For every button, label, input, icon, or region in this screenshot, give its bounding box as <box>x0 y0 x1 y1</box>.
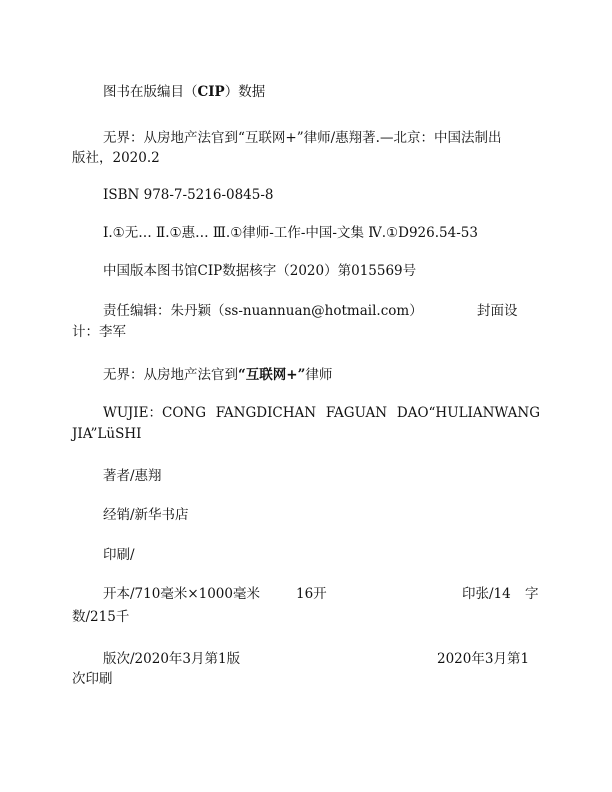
pinyin-word: WUJIE：CONG <box>103 405 206 421</box>
cip-number: 中国版本图书馆CIP数据核字（2020）第015569号 <box>103 263 417 279</box>
format-size: 开本/710毫米×1000毫米 <box>103 586 260 602</box>
isbn: ISBN 978-7-5216-0845-8 <box>103 187 274 203</box>
format-sheets: 印张/14 <box>462 586 511 602</box>
cover-designer-part2: 计：李军 <box>72 324 126 340</box>
editor-line: 责任编辑：朱丹颖（ss-nuannuan@hotmail.com） <box>103 303 423 319</box>
author: 著者/惠翔 <box>103 468 162 484</box>
edition: 版次/2020年3月第1版 <box>103 651 241 667</box>
classification: Ⅰ.①无… Ⅱ.①惠… Ⅲ.①律师-工作-中国-文集 Ⅳ.①D926.54-53 <box>103 225 478 241</box>
format-words-label: 字 <box>525 586 539 602</box>
printing-part1: 2020年3月第1 <box>437 651 530 667</box>
printing-part2: 次印刷 <box>72 671 113 687</box>
pinyin-word: DAO“HULIANWANG <box>396 405 540 421</box>
cip-entry-line1: 无界：从房地产法官到“互联网+”律师/惠翔著.—北京：中国法制出 <box>103 130 502 146</box>
distributor: 经销/新华书店 <box>103 507 189 523</box>
title-pinyin-line2: JIA”LüSHI <box>72 426 142 442</box>
printer: 印刷/ <box>103 547 135 563</box>
cip-entry-line2: 版社，2020.2 <box>72 150 160 166</box>
pinyin-word: FANGDICHAN <box>215 405 317 421</box>
cover-designer-part1: 封面设 <box>477 303 518 319</box>
format-kai: 16开 <box>296 586 327 602</box>
format-words-value: 数/215千 <box>72 609 130 625</box>
title-cn: 无界：从房地产法官到“互联网+”律师 <box>103 367 333 383</box>
title-pinyin-line1 <box>103 404 540 422</box>
cip-heading: 图书在版编目（CIP）数据 <box>103 84 266 100</box>
pinyin-word: FAGUAN <box>325 405 388 421</box>
